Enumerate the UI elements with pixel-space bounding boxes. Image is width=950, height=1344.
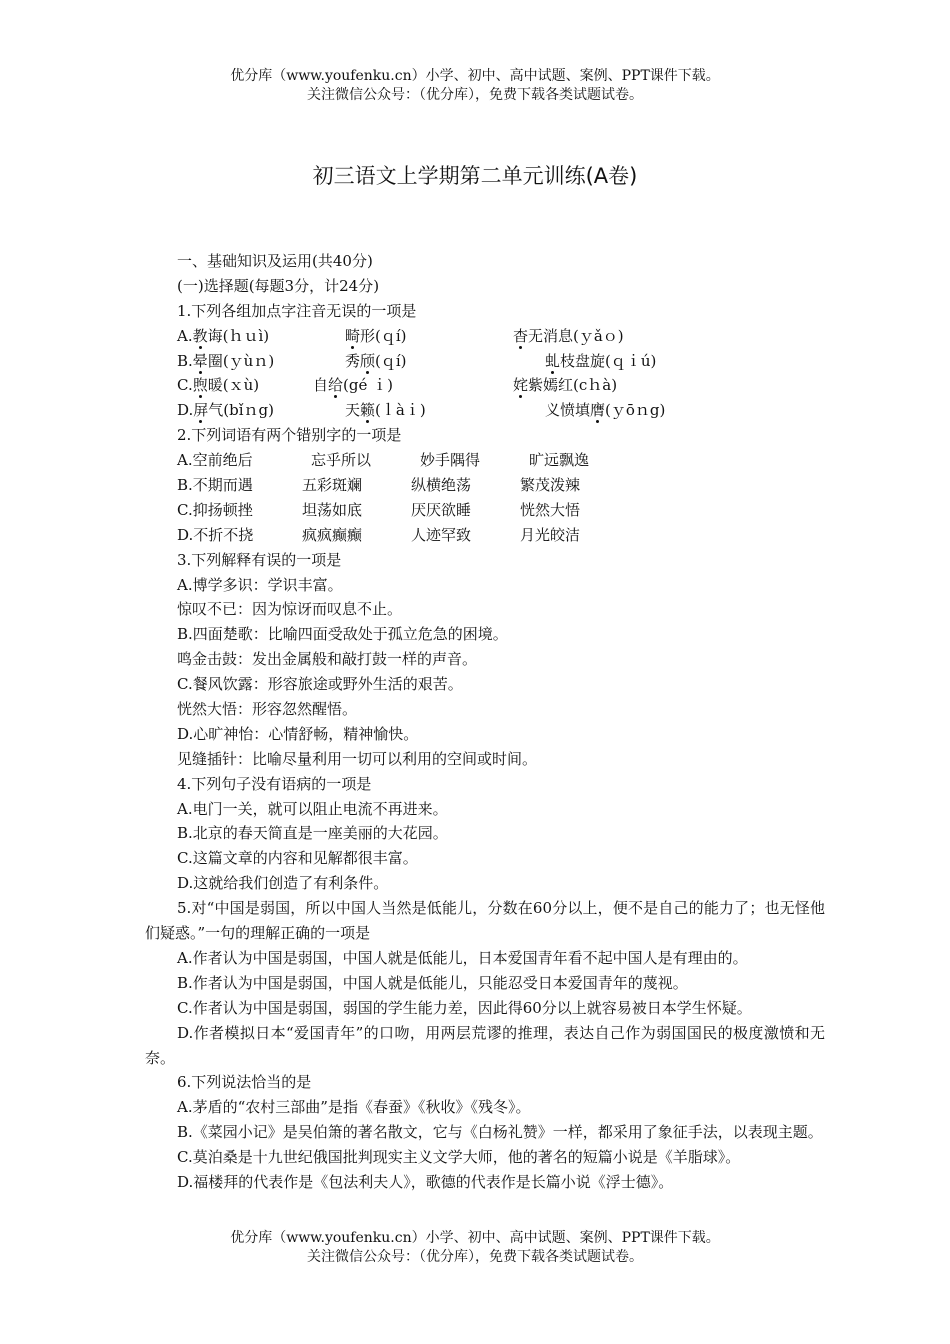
word: 纵横绝荡 — [411, 476, 472, 495]
header-line-1: 优分库（www.youfenku.cn）小学、初中、高中试题、案例、PPT课件下载。 — [230, 68, 720, 84]
emphasis-char: 给 — [328, 376, 344, 395]
word: 月光皎洁 — [520, 525, 581, 544]
emphasis-char: 籁 — [360, 401, 376, 420]
question-1-stem: 1.下列各组加点字注音无误的一项是 — [177, 301, 417, 320]
question-2-option-d — [145, 523, 825, 548]
option-item: D.屏气(bǐｎg) — [177, 401, 274, 420]
question-6-stem: 6.下列说法恰当的是 — [177, 1073, 312, 1092]
question-6-option-c: C.莫泊桑是十九世纪俄国批判现实主义文学大师，他的著名的短篇小说是《羊脂球》。 — [177, 1148, 741, 1167]
word: 人迹罕致 — [411, 525, 472, 544]
option-item: 自给(gé ｉ) — [313, 376, 393, 395]
page-header — [0, 67, 950, 105]
question-1-option-a — [145, 324, 825, 349]
question-6-option-b: B.《菜园小记》是吴伯箫的著名散文，它与《白杨礼赞》一样，都采用了象征手法，以表现主题。 — [177, 1123, 823, 1142]
question-4-line: C.这篇文章的内容和见解都很丰富。 — [177, 849, 418, 868]
emphasis-char: 畸 — [345, 326, 361, 345]
emphasis-char: 教 — [192, 326, 208, 345]
question-5-option-b: B.作者认为中国是弱国，中国人就是低能儿，只能忍受日本爱国青年的蔑视。 — [177, 973, 688, 992]
word: C.抑扬顿挫 — [177, 500, 253, 519]
word: 忘乎所以 — [311, 451, 372, 470]
question-5-option-d: D.作者模拟日本“爱国青年”的口吻，用两层荒谬的推理，表达自己作为弱国国民的极度激愤和无奈。 — [145, 1023, 825, 1067]
option-item: 畸形(ｑí) — [345, 326, 407, 345]
question-2-option-b — [145, 473, 825, 498]
question-3-line: 恍然大悟：形容忽然醒悟。 — [177, 700, 358, 719]
word: D.不折不挠 — [177, 525, 254, 544]
emphasis-char: 屏 — [193, 401, 209, 420]
option-item: 秀颀(ｑí) — [345, 351, 407, 370]
word: 坦荡如底 — [302, 500, 363, 519]
emphasis-char: 膺 — [590, 401, 606, 420]
word: 五彩斑斓 — [302, 476, 363, 495]
option-item: 天籁(ｌàｉ) — [345, 401, 426, 420]
question-3-line: C.餐风饮露：形容旅途或野外生活的艰苦。 — [177, 675, 463, 694]
question-1-option-c — [145, 373, 825, 398]
footer-line-2: 关注微信公众号：（优分库），免费下载各类试题试卷。 — [307, 1249, 643, 1265]
question-5-stem: 5.对“中国是弱国，所以中国人当然是低能儿，分数在60分以上，便不是自己的能力了；也无怪他们疑惑。”一句的理解正确的一项是 — [145, 899, 825, 943]
question-2-option-a — [145, 448, 825, 473]
question-4-line: B.北京的春天简直是一座美丽的大花园。 — [177, 824, 448, 843]
option-item: 虬枝盘旋(ｑｉú) — [545, 351, 657, 370]
question-5-option-c: C.作者认为中国是弱国，弱国的学生能力差，因此得60分以上就容易被日本学生怀疑。 — [177, 998, 752, 1017]
word: 厌厌欲睡 — [411, 500, 472, 519]
question-5-option-a: A.作者认为中国是弱国，中国人就是低能儿，日本爱国青年看不起中国人是有理由的。 — [177, 948, 748, 967]
word: A.空前绝后 — [177, 451, 253, 470]
option-item: C.煦暖(ｘù) — [177, 376, 260, 395]
option-item: A.教诲(ｈｕì) — [177, 326, 270, 345]
emphasis-char: 晕 — [192, 351, 208, 370]
question-3-line: A.博学多识：学识丰富。 — [177, 575, 343, 594]
question-3-line: 鸣金击鼓：发出金属般和敲打鼓一样的声音。 — [177, 650, 478, 669]
document-body — [145, 249, 825, 1195]
option-item: 姹紫嫣红(cｈà) — [513, 376, 618, 395]
option-item: 义愤填膺(ｙōｎg) — [545, 401, 666, 420]
question-3-line: 见缝插针：比喻尽量利用一切可以利用的空间或时间。 — [177, 749, 538, 768]
emphasis-char: 颀 — [360, 351, 376, 370]
option-item: 杳无消息(ｙǎｏ) — [513, 326, 624, 345]
word: 恍然大悟 — [520, 500, 581, 519]
word: B.不期而遇 — [177, 476, 253, 495]
word: 繁茂泼辣 — [520, 476, 581, 495]
footer-line-1: 优分库（www.youfenku.cn）小学、初中、高中试题、案例、PPT课件下载。 — [230, 1230, 720, 1246]
question-4-line: A.电门一关，就可以阻止电流不再进来。 — [177, 799, 448, 818]
question-4-line: D.这就给我们创造了有利条件。 — [177, 874, 389, 893]
question-4-stem: 4.下列句子没有语病的一项是 — [177, 774, 372, 793]
word: 疯疯癫癫 — [302, 525, 363, 544]
emphasis-char: 煦 — [192, 376, 208, 395]
emphasis-char: 杳 — [513, 326, 529, 345]
question-2-option-c — [145, 498, 825, 523]
word: 旷远飘逸 — [529, 451, 590, 470]
question-1-option-b — [145, 349, 825, 374]
page-footer — [0, 1229, 950, 1267]
question-3-line: D.心旷神怡：心情舒畅，精神愉快。 — [177, 724, 419, 743]
question-3-stem: 3.下列解释有误的一项是 — [177, 550, 342, 569]
question-6-option-d: D.福楼拜的代表作是《包法利夫人》，歌德的代表作是长篇小说《浮士德》。 — [177, 1173, 674, 1192]
question-3-line: 惊叹不已：因为惊讶而叹息不止。 — [177, 600, 403, 619]
question-3-line: B.四面楚歌：比喻四面受敌处于孤立危急的困境。 — [177, 625, 508, 644]
emphasis-char: 姹 — [513, 376, 529, 395]
header-line-2: 关注微信公众号：（优分库），免费下载各类试题试卷。 — [307, 87, 643, 103]
part-heading: (一)选择题(每题3分，计24分) — [177, 276, 380, 295]
page-title: 初三语文上学期第二单元训练(A卷) — [312, 164, 638, 188]
question-6-option-a: A.茅盾的“农村三部曲”是指《春蚕》《秋收》《残冬》。 — [177, 1098, 531, 1117]
word: 妙手隅得 — [420, 451, 481, 470]
question-1-option-d — [145, 398, 825, 423]
emphasis-char: 虬 — [545, 351, 561, 370]
question-2-stem: 2.下列词语有两个错别字的一项是 — [177, 426, 402, 445]
section-heading: 一、基础知识及运用(共40分) — [177, 252, 373, 270]
option-item: B.晕圈(ｙùｎ) — [177, 351, 275, 370]
